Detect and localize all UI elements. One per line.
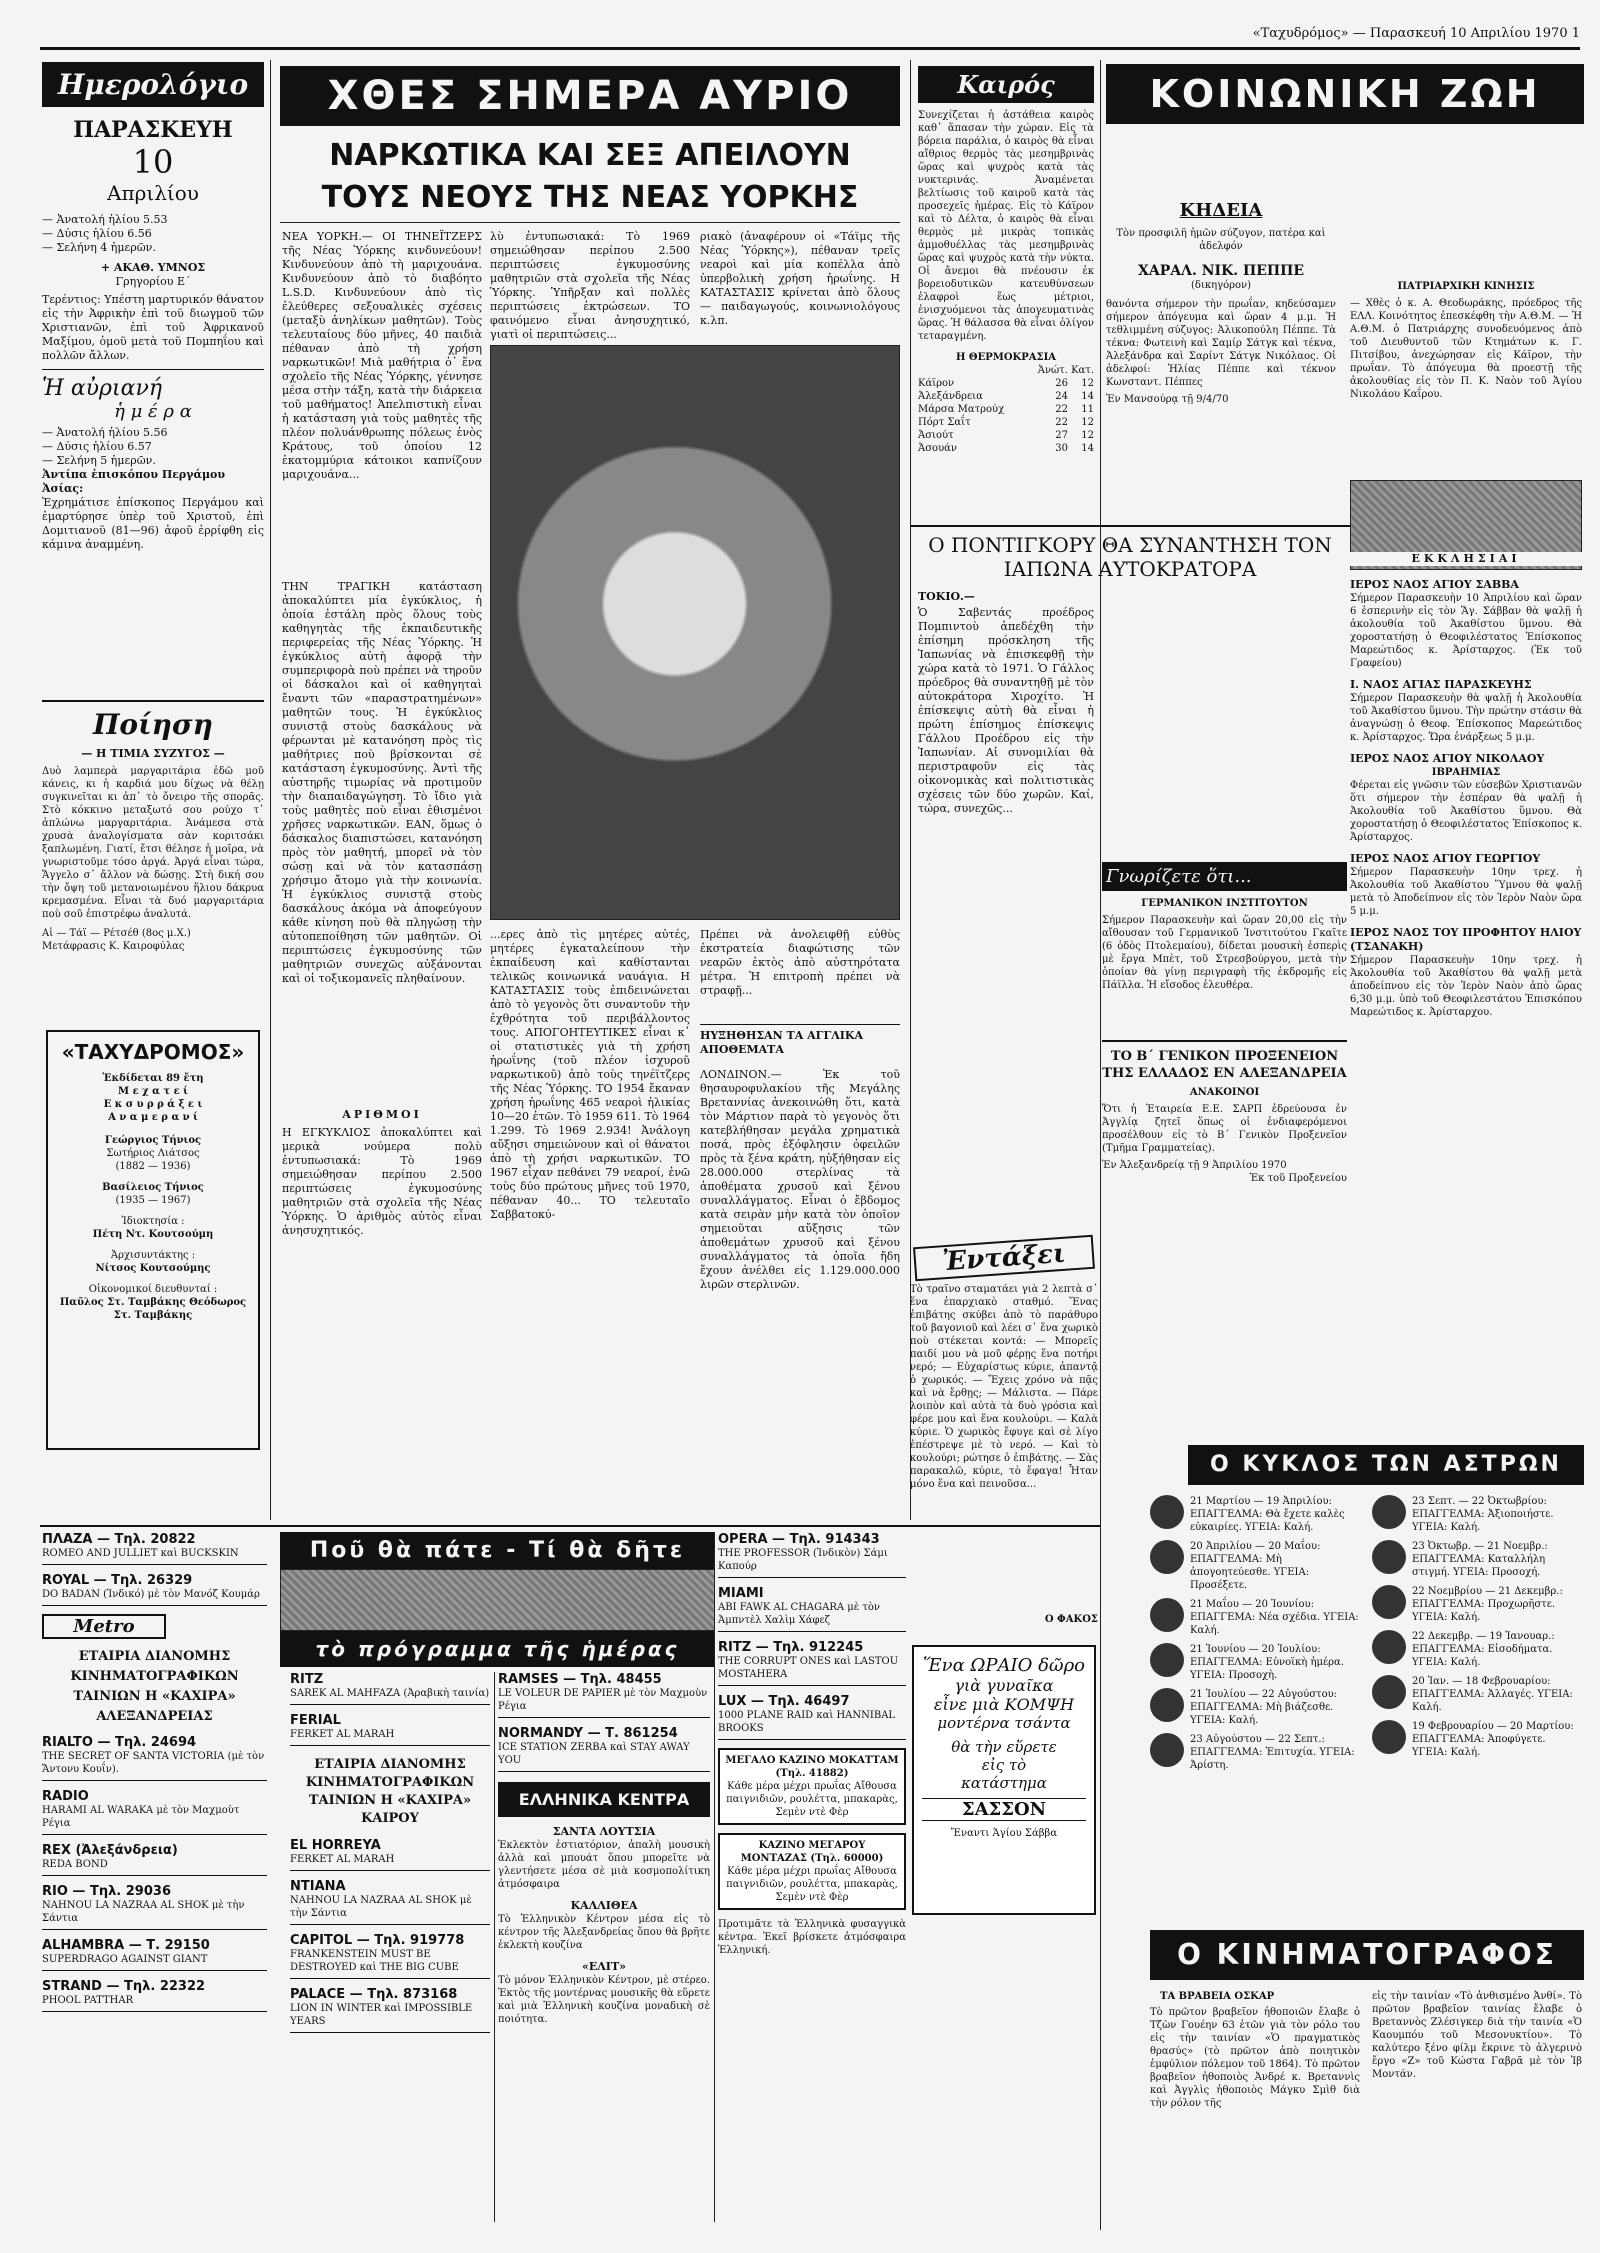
temp-row: [918, 429, 1094, 442]
zodiac-sign-icon: [1372, 1585, 1406, 1619]
kideia-text: θανόντα σήμερον τὴν πρωΐαν, κηδεύσαμεν σήμερον ἀπόγευμα καὶ ὥραν 4 μ.μ. Ἡ τεθλιμμένη σύζυγος: Ἀλικοπούλη Πέππε. Τὰ τέκνα: Φωτεινὴ καὶ Σαμίρ Σάτγκ καὶ τέκνα, Ἀλεξάνδρα καὶ Σαρίντ Σάτγκ Νικόλαος. Οἱ ἀδελφοί: Ἠλίας Πέππε καὶ τέκνον Κωνσταντ. Πέππες: [1106, 299, 1336, 388]
temp-high: 22: [1055, 417, 1068, 428]
cinema-listing: [498, 1672, 710, 1718]
kazino-2-title: ΚΑΖΙΝΟ ΜΕΓΑΡΟΥ ΜΟΝΤΑΖΑΣ (Τηλ. 60000): [740, 1840, 884, 1864]
entaxei-logo: Ἐντάξει: [913, 1235, 1095, 1281]
cinema-name: NTIANA: [290, 1879, 346, 1894]
day-number: 10: [132, 143, 174, 181]
cinema-banner: Ο ΚΙΝΗΜΑΤΟΓΡΑΦΟΣ: [1150, 1930, 1584, 1980]
owner-name: Πέτη Ντ. Κουτσούμη: [92, 1229, 214, 1240]
weather: [918, 66, 1094, 455]
cinema-film: ROMEO AND JULLIET καὶ BUCKSKIN: [42, 1548, 239, 1559]
cinema-listing: [290, 1672, 490, 1705]
stars-right: [1372, 1495, 1582, 1765]
programme-banner-1: Ποῦ θὰ πάτε - Τί θὰ δῆτε: [280, 1532, 715, 1569]
sasson-ad: [912, 1645, 1096, 1915]
zodiac-entry: [1372, 1540, 1582, 1579]
church2-title: Ι. ΝΑΟΣ ΑΓΙΑΣ ΠΑΡΑΣΚΕΥΗΣ: [1350, 678, 1532, 691]
zodiac-text: 23 Σεπτ. — 22 Ὀκτωβρίου: ΕΠΑΓΓΕΛΜΑ: Ἀξιοποιήστε. ΥΓΕΙΑ: Καλή.: [1412, 1496, 1554, 1533]
cinema-name: RITZ: [290, 1672, 324, 1687]
saint-text: Τερέντιος: Υπέστη μαρτυρικόν θάνατον εἰς τὴν Ἀφρικὴν ἐπὶ τοῦ διωγμοῦ τῶν Χριστιανῶν, ἐπὶ τοῦ Ἀφρικανοῦ Μαξίμου, ὁμοῦ μετὰ τοῦ Πομπηΐου καὶ πολλῶν ἄλλων.: [42, 293, 264, 362]
proxeneio-sign: Ἐκ τοῦ Προξενείου: [1249, 1173, 1347, 1184]
temp-row: [918, 442, 1094, 455]
cinema-film: LE VOLEUR DE PAPIER μὲ τὸν Μαχμοὺν Ρέγια: [498, 1688, 708, 1712]
sasson-line-8: ΣΑΣΣΟΝ: [922, 1798, 1086, 1821]
masthead-line-1: Ἐκδίδεται 89 ἔτη: [102, 1073, 204, 1084]
story-col-5: Πρέπει νὰ ἀνολειφθῇ εὐθὺς ἐκστρατεία διαφώτισης τῶν νεαρῶν ἐκτὸς ἀπὸ αὐστηρότατα μέτρα. Ἡ επιτροπὴ πρέπει νὰ στραφῇ...: [700, 928, 900, 997]
second-founder-years: (1935 — 1967): [115, 1195, 191, 1206]
running-head: «Ταχυδρόμος» — Παρασκευή 10 Απριλίου 1970 1: [40, 20, 1580, 50]
temp-low: 12: [1081, 417, 1094, 428]
cinema-film: SUPERDRAGO AGAINST GIANT: [42, 1954, 208, 1965]
zodiac-sign-icon: [1150, 1733, 1184, 1767]
stars-left: [1150, 1495, 1360, 1778]
zodiac-entry: [1150, 1540, 1360, 1592]
cinema-name: STRAND — Τηλ. 22322: [42, 1979, 206, 1994]
church4-text: Σήμερον Παρασκευὴν 10ην τρεχ. ἡ Ἀκολουθία τοῦ Ἀκαθίστου Ὕμνου θὰ ψαλῇ μετὰ τὸ Ἀποδείπνον εἰς τὸν Ἱερὸν Ναὸν ὥρα 5 μ.μ.: [1350, 867, 1582, 917]
temp-high: 27: [1055, 430, 1068, 441]
temp-high: 24: [1055, 391, 1068, 402]
imerologio-title: Ημερολόγιο: [42, 62, 264, 107]
masthead-title: «ΤΑΧΥΔΡΟΜΟΣ»: [61, 1040, 245, 1064]
poem-title: — Η ΤΙΜΙΑ ΣΥΖΥΓΟΣ —: [81, 747, 225, 760]
patriarchal: [1350, 280, 1582, 401]
programme-col-1: [290, 1672, 490, 2041]
cinema-listing: [42, 1843, 267, 1876]
temp-row: [918, 416, 1094, 429]
editor-name: Νίτσος Κουτσούμης: [95, 1263, 211, 1274]
month-name: Απριλίου: [107, 181, 199, 205]
temp-city: Ἀλεξάνδρεια: [918, 391, 983, 402]
cinema-listing: [718, 1640, 906, 1686]
gnorizete: [1102, 862, 1347, 992]
cinema-listing: [718, 1586, 906, 1632]
cinema-listing: [290, 1933, 490, 1979]
zodiac-sign-icon: [1150, 1598, 1184, 1632]
stars-banner: Ο ΚΥΚΛΟΣ ΤΩΝ ΑΣΤΡΩΝ: [1188, 1445, 1584, 1485]
church1-text: Σήμερον Παρασκευὴν 10 Ἀπριλίου καὶ ὥραν 6 ἑσπερινὴν εἰς τὸν Ἅγ. Σάββαν θὰ ψαλῇ ἡ ἀκολουθία τοῦ Ἀκαθίστου ὕμνου. Θὰ χοροστατήσῃ ὁ Θεοφιλέστατος Ἐπίσκοπος Μαρεώτιδος κ. Ἀρίσταρχος. (Ἐκ τοῦ Γραφείου): [1350, 593, 1582, 669]
zodiac-text: 21 Μαρτίου — 19 Ἀπριλίου: ΕΠΑΓΓΕΛΜΑ: Θὰ ἔχετε καλὲς εὐκαιρίες. ΥΓΕΙΑ: Καλή.: [1190, 1496, 1345, 1533]
cinema-name: CAPITOL — Τηλ. 919778: [290, 1933, 465, 1948]
masthead-line-2: Μ ε χ α τ ε ί: [118, 1086, 188, 1097]
day-name: ΠΑΡΑΣΚΕΥΗ: [73, 117, 233, 143]
cinema-name: OPERA — Τηλ. 914343: [718, 1532, 880, 1547]
pompidou-dateline: ΤΟΚΙΟ.—: [918, 590, 975, 603]
story-photo: [490, 345, 900, 920]
proxeneio-title: ΤΟ Β΄ ΓΕΝΙΚΟΝ ΠΡΟΞΕΝΕΙΟΝ ΤΗΣ ΕΛΛΑΔΟΣ ΕΝ ΑΛΕΞΑΝΔΡΕΙΑ: [1102, 1049, 1347, 1081]
zodiac-entry: [1150, 1688, 1360, 1727]
cinema-listing: [42, 1884, 267, 1930]
cinema-name: RIO — Τηλ. 29036: [42, 1884, 171, 1899]
centers-title: ΕΛΛΗΝΙΚΑ ΚΕΝΤΡΑ: [498, 1782, 710, 1817]
kazino-2: [718, 1833, 906, 1910]
temp-row: [918, 390, 1094, 403]
church2-text: Σήμερον Παρασκευὴν θὰ ψαλῇ ἡ Ἀκολουθία τοῦ Ἀκαθίστου ὕμνου. Τὴν πρώτην στάσιν θὰ ἀναγνώσῃ ὁ Θεοφ. Ἐπίσκοπος Μαρεώτιδος κ. Ἀρίσταρχος. Ὥρα ἐνάρξεως 5 μ.μ.: [1350, 693, 1582, 743]
zodiac-entry: [1372, 1675, 1582, 1714]
temp-low: 14: [1081, 391, 1094, 402]
cinema-listing: [290, 1879, 490, 1925]
cinema-listing: [42, 1979, 267, 2012]
zodiac-text: 22 Δεκεμβρ. — 19 Ἰανουαρ.: ΕΠΑΓΓΕΛΜΑ: Εἰσοδήματα. ΥΓΕΙΑ: Καλή.: [1412, 1631, 1555, 1668]
cinema-listing: [290, 1838, 490, 1871]
kideia-name: ΧΑΡΑΛ. ΝΙΚ. ΠΕΠΠΕ: [1138, 263, 1304, 279]
sasson-line-3: εἶνε μιὰ ΚΟΜΨΗ: [933, 1695, 1075, 1714]
prot-text: Προτιμᾶτε τὰ Ἑλληνικὰ φυσαγγικὰ κέντρα. Ἐκεῖ βρίσκετε ἀτμόσφαιρα Ἑλληνική.: [718, 1919, 906, 1956]
reserves-title: ΗΥΞΗΘΗΣΑΝ ΤΑ ΑΓΓΛΙΚΑ ΑΠΟΘΕΜΑΤΑ: [700, 1024, 900, 1057]
zodiac-text: 21 Ἰουνίου — 20 Ἰουλίου: ΕΠΑΓΓΕΛΜΑ: Εὐνοϊκὴ ἡμέρα. ΥΓΕΙΑ: Προσοχὴ.: [1190, 1644, 1344, 1681]
cinema-name: ROYAL — Τηλ. 26329: [42, 1573, 193, 1588]
cinema-name: LUX — Τηλ. 46497: [718, 1694, 850, 1709]
cinema-name: RAMSES — Τηλ. 48455: [498, 1672, 662, 1687]
temp-low: 11: [1081, 404, 1094, 415]
sasson-line-9: Ἔναντι Ἁγίου Σάββα: [950, 1828, 1058, 1839]
patr-title: ΠΑΤΡΙΑΡΧΙΚΗ ΚΙΝΗΣΙΣ: [1397, 281, 1535, 292]
cinema-listing: [42, 1735, 267, 1781]
cinema-name: MIAMI: [718, 1586, 764, 1601]
cinema-name: RADIO: [42, 1789, 89, 1804]
cinema-name: RITZ — Τηλ. 912245: [718, 1640, 864, 1655]
temp-city: Ἀσουάν: [918, 443, 957, 454]
kideia-title: ΚΗΔΕΙΑ: [1179, 200, 1263, 221]
zodiac-entry: [1372, 1720, 1582, 1759]
imerologio: [42, 62, 264, 552]
cinema-col-1: [42, 1532, 267, 2020]
headline-2: ΤΟΥΣ ΝΕΟΥΣ ΤΗΣ ΝΕΑΣ ΥΟΡΚΗΣ: [321, 180, 859, 215]
admin-label: Οἰκονομικοί διευθυνταί :: [88, 1284, 218, 1295]
zodiac-sign-icon: [1372, 1720, 1406, 1754]
kideia-role: (δικηγόρον): [1191, 280, 1251, 291]
zodiac-entry: [1150, 1495, 1360, 1534]
cinema-film: THE PROFESSOR (Ἰνδικὸν) Σάμι Καπούρ: [718, 1548, 888, 1572]
admin-names: Παῦλος Στ. Ταμβάκης Θεόδωρος Στ. Ταμβάκης: [59, 1297, 247, 1321]
cinema-listing: [42, 1532, 267, 1565]
cinema-name: FERIAL: [290, 1713, 341, 1728]
society-banner: ΚΟΙΝΩΝΙΚΗ ΖΩΗ: [1106, 64, 1584, 124]
churches: [1350, 578, 1582, 1019]
programme-illustration: [280, 1569, 715, 1631]
kallithea-text: Τὸ Ἑλληνικὸν Κέντρον μέσα εἰς τὸ κέντρον τῆς Ἀλεξανδρείας ὅπου θὰ βρῆτε ἐκλεκτὴ κουζίνα: [498, 1914, 710, 1951]
zodiac-sign-icon: [1372, 1675, 1406, 1709]
cinema-film: FERKET AL MARAH: [290, 1729, 395, 1740]
cinema-film: SAREK AL MAHFAZA (Ἀραβικὴ ταινία): [290, 1688, 490, 1699]
entaxei-text: Τὸ τραῖνο σταματάει γιὰ 2 λεπτὰ σ᾿ ἕνα ἐπαρχιακὸ σταθμό. Ἕνας ἐπιβάτης σκύβει ἀπὸ τὸ παράθυρο τοῦ βαγονιοῦ καὶ λέει σ᾿ ἕνα χωρικὸ ποὺ στέκεται κοντά: — Μπορεῖς παιδί μου νὰ μοῦ φέρῃς ἕνα ποτήρι νερό; — Εὐχαρίστως κύριε, ἀπαντᾷ ὁ χωρικός. — Ἔχεις χρόνο νὰ πᾷς καὶ νὰ ἔρθῃς; — Μάλιστα. — Πάρε λοιπὸν καὶ αὐτὰ τὰ δυὸ γρόσια καὶ φέρε μου καὶ ἕνα κουλούρι. — Καλὰ κύριε. Ὁ χωρικὸς ἔφυγε καὶ σὲ λίγο ἐπέστρεψε μὲ τὸ νερό. — Καὶ τὸ κουλούρι; ρώτησε ὁ ἐπιβάτης. — Σὰς παρακαλῶ, κύριε, τὸ ἔφαγα! Ἦταν μόνο ἕνα καὶ πεινοῦσα...: [910, 1284, 1098, 1490]
kallithea-title: ΚΑΛΛΙΘΕΑ: [570, 1899, 638, 1912]
temp-high: 30: [1055, 443, 1068, 454]
temp-header: Ἀνώτ. Κατ.: [1037, 365, 1094, 376]
zodiac-sign-icon: [1150, 1643, 1184, 1677]
entaxei-author: Ο ΦΑΚΟΣ: [1044, 1614, 1098, 1625]
cinema-listing: [42, 1789, 267, 1835]
zodiac-entry: [1372, 1585, 1582, 1624]
temp-high: 26: [1055, 378, 1068, 389]
tomorrow-title: Ἡ αὐριανή: [42, 376, 163, 401]
cinema-film: NAHNOU LA NAZRAA AL SHOK μὲ τὴν Σάντια: [290, 1895, 472, 1919]
temp-city: Κάϊρον: [918, 378, 955, 389]
zodiac-sign-icon: [1150, 1540, 1184, 1574]
tomorrow-rise: — Ἀνατολή ἡλίου 5.56: [42, 426, 168, 439]
temp-row: [918, 403, 1094, 416]
temp-table: [918, 377, 1094, 455]
proxeneio-place: Ἐν Ἀλεξανδρείᾳ τῇ 9 Ἀπριλίου 1970: [1102, 1160, 1287, 1171]
programme: [280, 1532, 715, 1667]
kazino-1: [718, 1748, 906, 1825]
weather-title: Καιρός: [918, 66, 1094, 103]
cinema-listing: [290, 1987, 490, 2033]
temp-city: Πόρτ Σαΐτ: [918, 417, 971, 428]
story-col-1: ΝΕΑ ΥΟΡΚΗ.— ΟΙ ΤΗΝΕΪΤΖΕΡΣ τῆς Νέας Ὑόρκης κινδυνεύουν! Κινδυνεύουν ἀπὸ τὴ μαριχουάνα. Κινδυνεύουν ἀπὸ τὸ διαβόητο L.S.D. Κινδυνεύουν ἀπὸ τὶς ἐλεύθερες σεξουαλικὲς σχέσεις (μεταξὺ ἀνηλίκων μαθητῶν). Τοὺς τελευταίους δύο μῆνες, 40 παιδιὰ πέθαναν ἀπὸ τὴ χρήση ναρκωτικῶν! Μιὰ μαθήτρια ὁ᾿ ἕνα σχολεῖο τῆς Νέας Ὑόρκης, γέννησε μέσα στὴν τάξη, κατὰ τὴν διάρκεια τοῦ μαθήματος! Ἀπελπιστικὴ εἶναι ἡ κατάσταση γιὰ τοὺς μαθητὲς τῆς πλέον πολυάνθρωπης πόλεως ἑνὸς Κράτους, τοῦ ὁποίου 12 ἑκατομμύρια κάτοικοι καπνίζουν μαριχουάνα...: [282, 230, 482, 481]
sasson-line-6: εἰς τὸ: [981, 1756, 1027, 1774]
distributor-1: ΕΤΑΙΡΙΑ ΔΙΑΝΟΜΗΣ ΚΙΝΗΜΑΤΟΓΡΑΦΙΚΩΝ ΤΑΙΝΙΩΝ Η «ΚΑΧΙΡΑ» ΑΛΕΞΑΝΔΡΕΙΑΣ: [70, 1649, 239, 1724]
oscar-left: Τὸ πρῶτον βραβεῖον ἠθοποιῶν ἔλαβε ὁ Τζὼν Γουέην 63 ἐτῶν γιὰ τὸν ρόλο του εἰς τὴν ταινίαν «Ὁ πραγματικὸς θρασύς» (τὸ πρῶτον ἀπὸ ποιητικὸν ἐμφύλιον πόλεμον τοῦ 1864). Τὸ πρῶτον βραβεῖον ἠθοποιὸς Ἀνδρέ κ. Βρεταννὶς καὶ Ἀγγλὶς ἠθοποιὸς Μάγκυ Σμὶθ διὰ τὴν ρόλον τῆς: [1150, 2007, 1360, 2109]
church4-title: ΙΕΡΟΣ ΝΑΟΣ ΑΓΙΟΥ ΓΕΩΡΓΙΟΥ: [1350, 852, 1541, 865]
weather-text: Συνεχίζεται ἡ ἀστάθεια καιρὸς καθ᾿ ἅπασαν τὴν χώραν. Εἰς τὰ βόρεια παράλια, ὁ καιρὸς θὰ εἶναι αἴθριος θερμὸς τὰς μεσημβρινὰς ὥρας καὶ ψυχρὸς κατὰ τὰς νυκτερινάς. Ἀναμένεται βελτίωσις τοῦ καιροῦ κατὰ τὰς προσεχεῖς ἡμέρας. Εἰς τὸ Κάϊρον καὶ τὸ Δέλτα, ὁ καιρὸς θὰ εἶναι θερμὸς μὲ μικρὰς τοπικὰς ἀμμοθυέλλας τὰς μεσημβρινὰς ὥρας καὶ ψυχρὸς κατὰ τὴν νύκτα. Οἱ ἄνεμοι θὰ πνέουσιν ἐκ βορειοδυτικῶν κατευθύνσεων ἐλαφροὶ ἕως μέτριοι, ἐνισχυόμενοι τὰς ἀπογευματινὰς ὥρας. Ἡ θάλασσα θὰ εἶναι ὀλίγον τεταραγμένη.: [918, 110, 1094, 342]
tomorrow-sub: ἡ μ έ ρ α: [114, 401, 192, 422]
zodiac-text: 20 Ἀπριλίου — 20 Μαΐου: ΕΠΑΓΓΕΛΜΑ: Μὴ ἀπογοητεύεσθε. ΥΓΕΙΑ: Προσέξετε.: [1190, 1541, 1321, 1591]
elit-title: «ΕΛΙΤ»: [582, 1960, 626, 1973]
masthead-line-3: Ε κ σ υ ρ ρ ά ξ ε ι: [103, 1099, 203, 1110]
zodiac-text: 19 Φεβρουαρίου — 20 Μαρτίου: ΕΠΑΓΓΕΛΜΑ: Ἀποφύγετε. ΥΓΕΙΑ: Καλή.: [1412, 1721, 1574, 1758]
sasson-line-5: θὰ τὴν εὕρετε: [951, 1738, 1057, 1756]
feast-name: + ΑΚΑΘ. ΥΜΝΟΣ: [100, 261, 206, 274]
temp-row: [918, 377, 1094, 390]
distributor-2: ΕΤΑΙΡΙΑ ΔΙΑΝΟΜΗΣ ΚΙΝΗΜΑΤΟΓΡΑΦΙΚΩΝ ΤΑΙΝΙΩΝ Η «ΚΑΧΙΡΑ» ΚΑΙΡΟΥ: [305, 1757, 475, 1826]
cinema-listing: [718, 1694, 906, 1740]
poetry-title: Ποίηση: [92, 708, 214, 741]
masthead-line-4: Α ν α μ ε ρ α ν ί: [108, 1112, 198, 1123]
cinema-name: ΠΛΑΖΑ — Τηλ. 20822: [42, 1532, 196, 1547]
zodiac-entry: [1372, 1630, 1582, 1669]
zodiac-sign-icon: [1150, 1688, 1184, 1722]
church3-sub: ΙΒΡΑΗΜΙΑΣ: [1431, 767, 1501, 778]
kazino-1-title: ΜΕΓΑΛΟ ΚΑΖΙΝΟ ΜΟΚΑΤΤΑΜ (Τηλ. 41882): [725, 1755, 899, 1779]
temp-low: 14: [1081, 443, 1094, 454]
gnorizete-header: ΓΕΡΜΑΝΙΚΟΝ ΙΝΣΤΙΤΟΥΤΟΝ: [1141, 898, 1308, 909]
sun-set: — Δύσις ἡλίου 6.56: [42, 227, 152, 240]
cinema-listing: [498, 1726, 710, 1772]
tomorrow-moon: — Σελήνη 5 ἡμερῶν.: [42, 454, 156, 467]
entaxei: [910, 1235, 1098, 1626]
cinema-film: HARAMI AL WARAKA μὲ τὸν Μαχμοὺτ Ρέγια: [42, 1805, 240, 1829]
moon-phase: — Σελήνη 4 ἡμερῶν.: [42, 241, 156, 254]
founder-years: (1882 — 1936): [115, 1161, 191, 1172]
cinema-film: THE CORRUPT ONES καὶ LASTOU MOSTAHERA: [718, 1656, 899, 1680]
zodiac-text: 22 Νοεμβρίου — 21 Δεκεμβρ.: ΕΠΑΓΓΕΛΜΑ: Προχωρῆστε. ΥΓΕΙΑ: Καλή.: [1412, 1586, 1563, 1623]
cinema-film: DO BADAN (Ἰνδικό) μὲ τὸν Μανόζ Κουμάρ: [42, 1589, 260, 1600]
zodiac-text: 21 Μαΐου — 20 Ἰουνίου: ΕΠΑΓΓΕΜΑ: Νέα σχέδια. ΥΓΕΙΑ: Καλή.: [1190, 1599, 1359, 1636]
cinema-listing: [718, 1532, 906, 1578]
main-banner: ΧΘΕΣ ΣΗΜΕΡΑ ΑΥΡΙΟ: [280, 66, 900, 126]
gnorizete-title: Γνωρίζετε ὅτι...: [1102, 862, 1347, 891]
oscar-right: εἰς τὴν ταινίαν «Τὸ ἀνθισμένο Ἀνθί». Τὸ πρῶτον βραβεῖον ταινίας ἔλαβε ὁ Βρεταννὸς Ζλέσιγκερ διὰ τὴν ταινία «Ὁ Καουμπόυ τοῦ Μεσονυκτίου». Τὸ καλύτερο ξένο φίλμ ἔκρινε τὸ ἀλγερινὸ ἔργο «Ζ» τοῦ Κώστα Γαβρᾶ μὲ τὸν Ἰβ Μοντάν.: [1372, 1991, 1582, 2080]
cinema-film: ABI FAWK AL CHAGARA μὲ τὸν Ἀμπντὲλ Χαλὶμ Χάφεζ: [718, 1602, 880, 1626]
temp-low: 12: [1081, 430, 1094, 441]
reserves-text: ΛΟΝΔΙΝΟΝ.— Ἐκ τοῦ θησαυροφυλακίου τῆς Μεγάλης Βρεταννίας ἀνεκοινώθη ὅτι, κατὰ τὸν Μάρτιον παρὰ τὸ γεγονὸς ὅτι κατεβλήθησαν μεγάλα χρηματικὰ ποσά, πρὸς ἐξόφλησιν ὀφειλῶν πρὸς τὰ ξένα κράτη, ηὐξήθησαν εἰς 28.000.000 στερλίνας τὰ ἀποθέματα χρυσοῦ καὶ ξένου συναλλάγματος. Εἶναι ὁ ἔβδομος κατὰ σειρὰν μὴν κατὰ τὸν ὁποῖον σημειοῦται αὔξησις τῶν ἀποθεμάτων χρυσοῦ καὶ ξένου συναλλάγματος τὰ ὁποῖα ἤδη ἔχουν ἀνέλθει εἰς 1.129.000.000 λιρῶν στερλινῶν.: [700, 1068, 900, 1291]
santa-text: Ἐκλεκτὸν ἑστιατόριον, ἁπαλὴ μουσικὴ ἀλλὰ καὶ μπουάτ ὅπου μπορεῖτε νὰ γλεντήσετε μέσα σὲ μιὰ κοσμοπολίτικη ἀτμόσφαιρα: [498, 1840, 710, 1890]
zodiac-entry: [1150, 1598, 1360, 1637]
church3-title: ΙΕΡΟΣ ΝΑΟΣ ΑΓΙΟΥ ΝΙΚΟΛΑΟΥ: [1350, 752, 1545, 765]
zodiac-sign-icon: [1372, 1495, 1406, 1529]
zodiac-sign-icon: [1372, 1540, 1406, 1574]
patr-text: — Χθὲς ὁ κ. Α. Θεοδωράκης, πρόεδρος τῆς ΕΛΛ. Κοινότητος ἐπεσκέφθη τὴν Α.Θ.Μ. — Ἡ Α.Θ.Μ. ὁ Πατριάρχης συνοδευόμενος ἀπὸ τοῦ Διευθυντοῦ τῶν Κτημάτων κ. Γ. Πιτσίβου, ἀνεχώρησαν εἰς Κάϊρον, τὴν πρωΐαν. Τὸ ἀπόγευμα θὰ προεστῇ τῆς ἀκολουθίας εἰς τὸν Π. Κ. Ναὸν τοῦ Ἁγίου Νικολάου Καΐρου.: [1350, 298, 1582, 400]
cinema-listing: [290, 1713, 490, 1746]
zodiac-entry: [1150, 1733, 1360, 1772]
cinema-name: RIALTO — Τηλ. 24694: [42, 1735, 197, 1750]
masthead: [46, 1030, 260, 1450]
pompidou-story: [910, 525, 1350, 587]
cinema-name: PALACE — Τηλ. 873168: [290, 1987, 458, 2002]
temp-low: 12: [1081, 378, 1094, 389]
founder-name: Γεώργιος Τήνιος: [104, 1135, 202, 1146]
poetry: [42, 700, 264, 953]
cinema-film: LION IN WINTER καὶ IMPOSSIBLE YEARS: [290, 2003, 473, 2027]
tone-name: Γρηγορίου Ε΄: [115, 275, 191, 288]
story-col-3: ριακὸ (ἀναφέρουν οἱ «Τάϊμς τῆς Νέας Ὑόρκης»), πέθαναν τρεῖς νεαροὶ καὶ μία κοπέλλα ἀπὸ ὑπερβολικὴ χρήση ἡρωΐνης. Η ΚΑΤΑΣΤΑΣΙΣ κρίνεται ἀπὸ ὅλους — παιδαγωγούς, κοινωνιολόγους κ.λπ.: [700, 230, 900, 327]
cinema-name: NORMANDY — Τ. 861254: [498, 1726, 678, 1741]
temp-city: Ἀσιούτ: [918, 430, 954, 441]
oscar-title: ΤΑ ΒΡΑΒΕΙΑ ΟΣΚΑΡ: [1160, 1991, 1275, 2002]
sun-rise: — Ἀνατολή ἡλίου 5.53: [42, 213, 168, 226]
gnorizete-text: Σήμερον Παρασκευὴν καὶ ὥραν 20,00 εἰς τὴν αἴθουσαν τοῦ Γερμανικοῦ Ἰνστιτούτου Γκαῖτε (6 ὁδὸς Πτολεμαίου), δίδεται μουσικὴ ἑσπερὶς μὲ ἔργα Μπὲτ, τοῦ Στρεσβούργου, μετὰ τὴν ὁποίαν θὰ γίνῃ περιγραφὴ τῆς ἐκδρομῆς εἰς Πάϊλλα. Ἡ εἴσοδος ἐλευθέρα.: [1102, 915, 1347, 991]
poem-author: Αἱ — Τάϊ — Ρέτσέθ (8ος μ.Χ.): [42, 928, 191, 939]
pompidou-headline: Ο ΠΟΝΤΙΓΚΟΡΥ ΘΑ ΣΥΝΑΝΤΗΣΗ ΤΟΝ ΙΑΠΩΝΑ ΑΥΤΟΚΡΑΤΟΡΑ: [928, 533, 1332, 581]
kideia-intro: Τὸν προσφιλῆ ἡμῶν σύζυγον, πατέρα καὶ ἀδελφόν: [1116, 228, 1326, 252]
temp-city: Μάρσα Ματρούχ: [918, 404, 1005, 415]
editor-label: Ἀρχισυντάκτης :: [110, 1250, 196, 1261]
cinema-film: PHOOL PATTHAR: [42, 1995, 134, 2006]
cinema-name: EL HORREYA: [290, 1838, 381, 1853]
proxeneio-text: Ὅτι ἡ Ἑταιρεία Ε.Ε. ΣΑΡΠ ἐδρεύουσα ἐν Ἀγγλίᾳ ζητεῖ ὅπως οἱ ἐνδιαφερόμενοι προσέλθουν εἰς τὸ Β΄ Γενικὸν Προξενεῖον (Τμῆμα Γραμματείας).: [1102, 1104, 1347, 1154]
kazino-1-text: Κάθε μέρα μέχρι πρωΐας Αἴθουσα παιγνιδιῶν, ρουλέττα, μπακαρὰς, Σεμὲν ντὲ Φὲρ: [726, 1781, 898, 1818]
cinema-listing: [42, 1573, 267, 1606]
tomorrow-saint: Ἀντίπα ἐπισκόπου Περγάμου Ἀσίας:: [42, 468, 225, 495]
arithmoi-title: ΑΡΙΘΜΟΙ: [342, 1108, 422, 1121]
sasson-line-7: κατάστημα: [961, 1774, 1047, 1792]
temp-high: 22: [1055, 404, 1068, 415]
cinema-name: REX (Ἀλεξάνδρεια): [42, 1843, 178, 1858]
kazino-2-text: Κάθε μέρα μέχρι πρωΐας Αἴθουσα παιγνιδιῶν, ρουλέττα, μπακαρὰς, Σεμὲν ντὲ Φὲρ: [726, 1866, 898, 1903]
kideia: [1106, 136, 1336, 406]
church5-text: Σήμερον Παρασκευὴν 10ην τρεχ. ἡ Ἀκολουθία τοῦ Ἀκαθίστου θὰ ψαλῇ μετὰ ἀποδείπνου εἰς τὸν Ἱερὸν Ναὸν ἀπὸ ὥρας 6,30 μ.μ. ὑπὸ τοῦ Θεοφιλεστάτου Ἐπισκόπου Μαρεώτιδος κ. Ἀρίσταρχου.: [1350, 955, 1582, 1018]
zodiac-text: 21 Ἰουλίου — 22 Αὐγούστου: ΕΠΑΓΓΕΛΜΑ: Μὴ βιάζεσθε. ΥΓΕΙΑ: Καλή.: [1190, 1689, 1338, 1726]
proxeneio: [1102, 1040, 1347, 1185]
story-col-4: ...ερες ἀπὸ τὶς μητέρες αὐτές, μητέρες ἐγκαταλείπουν τὴν ἐκπαίδευση καὶ καθίστανται τελικῶς κοινωνικά ναυάγια. Η ΚΑΤΑΣΤΑΣΙΣ τοὺς ἐπιδεινώνεται ἀπὸ τὸ γεγονὸς ὅτι συναντοῦν τὴν ἐχθρότητα τοῦ περιβάλλοντος τους. ΑΠΟΓΟΗΤΕΥΤΙΚΕΣ εἶναι κ᾿ οἱ στατιστικὲς γιὰ τὴ χρήση ἡρωΐνης (τοῦ πλέον ἰσχυροῦ ναρκωτικοῦ) ἀπὸ τοὺς τηνέϊτζερς τῆς Νέας Ὑόρκης. ΤΟ 1954 ἔκαναν χρήση ἡρωΐνης 465 νεαροὶ ἡλικίας 10—20 ἐτῶν. Τὸ 1959 611. Τὸ 1964 1.299. Τὸ 1969 2.934! Ἀνάλογη αὔξησι σημειώνουν καὶ οἱ θάνατοι ἀπὸ τὴ χρήσι ναρκωτικῶν. ΤΟ 1967 εἶχαν πεθάνει 79 νεαροί, ἐνῶ τοὺς δύο πρώτους μῆνες τοῦ 1970, πέθαναν 40... ΤΟ τελευταῖο Σαββατοκύ-: [490, 928, 690, 1221]
sasson-line-1: Ἕνα ΩΡΑΙΟ δῶρο: [923, 1655, 1085, 1676]
proxeneio-sub: ΑΝΑΚΟΙΝΟΙ: [1189, 1087, 1260, 1098]
santa-title: ΣΑΝΤΑ ΛΟΥΤΣΙΑ: [552, 1825, 656, 1838]
metro-logo: Metro: [42, 1614, 166, 1639]
cinema-film: NAHNOU LA NAZRAA AL SHOK μὲ τὴν Σάντια: [42, 1900, 245, 1924]
church3-text: Φέρεται εἰς γνῶσιν τῶν εὐσεβῶν Χριστιανῶν ὅτι σήμερον τὴν ἑσπέραν θὰ ψαλῇ ἡ Ἀκολουθία τοῦ Ἀκαθίστου ὕμνου. Θὰ χοροστατήσῃ ὁ Θεοφιλέστατος Ἐπίσκοπος κ. Ἀρίσταρχος.: [1350, 780, 1582, 843]
story-col-2: λὺ ἐντυπωσιακά: Τὸ 1969 σημειώθησαν περίπου 2.500 περιπτώσεις ἐγκυμοσύνης μαθητριῶν στὰ σχολεῖα τῆς Νέας Ὑόρκης. Ὑπῆρξαν καὶ πολλὲς περιπτώσεις ἐκτρώσεων. ΤΟ φαινόμενο εἶναι ἀνησυχητικό, γιατὶ οἱ περιπτώσεις...: [490, 230, 690, 341]
cinema-film: THE SECRET OF SANTA VICTORIA (μὲ τὸν Ἄντονυ Κουΐν).: [42, 1751, 265, 1775]
sasson-line-4: μοντέρνα τσάντα: [937, 1714, 1071, 1732]
church-banner: ΕΚΚΛΗΣΙΑΙ: [1350, 552, 1582, 566]
founder-sub: Σωτήριος Λιάτσος: [106, 1148, 200, 1159]
zodiac-entry: [1372, 1495, 1582, 1534]
kideia-place: Ἐν Μανσούρᾳ τῇ 9/4/70: [1106, 394, 1229, 405]
church1-title: ΙΕΡΟΣ ΝΑΟΣ ΑΓΙΟΥ ΣΑΒΒΑ: [1350, 578, 1519, 591]
elit-text: Τὸ μόνον Ἑλληνικὸν Κέντρον, μὲ στέρεο. Ἐκτὸς τῆς μοντέρνας μουσικῆς θὰ εὕρετε καὶ μιὰ Ἑλληνικὴ κουζίνα μοναδικὴ σὲ ποιότητα.: [498, 1975, 710, 2025]
sasson-line-2: γιὰ γυναῖκα: [954, 1676, 1054, 1695]
programme-col-2: [498, 1672, 710, 2026]
cinema-film: REDA BOND: [42, 1859, 108, 1870]
zodiac-text: 23 Αὐγούστου — 22 Σεπτ.: ΕΠΑΓΓΕΛΜΑ: Ἐπιτυχία. ΥΓΕΙΑ: Ἀρίστη.: [1190, 1734, 1355, 1771]
programme-banner-2: τὸ πρόγραμμα τῆς ἡμέρας: [280, 1631, 715, 1667]
tomorrow-text: Ἐχρημάτισε ἐπίσκοπος Περγάμου καὶ ἐμαρτύρησε ὑπὲρ τοῦ Χριστοῦ, ἐπὶ Δομιτιανοῦ (81—96) ἀφοῦ ἐρρίφθη εἰς κάμινα ἀναμμένη.: [42, 496, 264, 551]
cinema-listing: [42, 1938, 267, 1971]
poem-translator: Μετάφρασις Κ. Καιροφύλας: [42, 941, 185, 952]
second-founder: Βασίλειος Τήνιος: [102, 1182, 204, 1193]
zodiac-text: 20 Ἰαν. — 18 Φεβρουαρίου: ΕΠΑΓΓΕΛΜΑ: Ἀλλαγές. ΥΓΕΙΑ: Καλή.: [1412, 1676, 1573, 1713]
cinema-film: FRANKENSTEIN MUST BE DESTROYED καὶ THE BIG CUBE: [290, 1949, 459, 1973]
pompidou-text: Ὁ Σαβεντάς προέδρος Πομπιντοὺ ἀπεδέχθη τὴν ἐπίσημη πρόσκληση τῆς Ἰαπωνίας νὰ ἐπισκεφθῇ τὴν χώρα κατὰ τὸ 1971. Ὁ Γάλλος πρόεδρος θὰ συναντηθῇ μὲ τὸν αὐτοκράτορα Χιροχίτο. Ἡ ἐπίσκεψις αὐτὴ θὰ εἶναι ἡ πρώτη ἐπίσημος ἐπίσκεψις Γάλλου Προέδρου εἰς τὴν Ἰαπωνίαν. Αἱ συνομιλίαι θὰ περιστραφοῦν εἰς τὰς οἰκονομικὰς καὶ πολιτιστικὰς σχέσεις τῶν δύο χωρῶν. Καί, τώρα, συνεχῶς...: [918, 606, 1094, 815]
arithmoi-text: Η ΕΓΚΥΚΛΙΟΣ ἀποκαλύπτει καὶ μερικὰ νούμερα πολὺ ἐντυπωσιακά: Τὸ 1969 σημειώθησαν περίπου 2.500 περιπτώσεις ἐγκυμοσύνης μαθητριῶν στὰ σχολεῖα τῆς Νέας Ὑόρκης. Ὁ ἀριθμὸς αὐτὸς εἶναι ἀνησυχητικός.: [282, 1126, 482, 1237]
cinema-film: 1000 PLANE RAID καὶ HANNIBAL BROOKS: [718, 1710, 896, 1734]
owner-label: Ἰδιοκτησία :: [121, 1216, 185, 1227]
cinema-name: ALHAMBRA — Τ. 29150: [42, 1938, 210, 1953]
zodiac-text: 23 Ὀκτωβρ. — 21 Νοεμβρ.: ΕΠΑΓΓΕΛΜΑ: Καταλλήλη στιγμή. ΥΓΕΙΑ: Προσοχή.: [1412, 1541, 1548, 1578]
cinema-film: ICE STATION ZERBA καὶ STAY AWAY YOU: [498, 1742, 690, 1766]
temp-title: Η ΘΕΡΜΟΚΡΑΣΙΑ: [955, 352, 1057, 363]
zodiac-entry: [1150, 1643, 1360, 1682]
cinema-col-3: [718, 1532, 906, 1957]
church5-title: ΙΕΡΟΣ ΝΑΟΣ ΤΟΥ ΠΡΟΦΗΤΟΥ ΗΛΙΟΥ (ΤΣΑΝΑΚΗ): [1350, 926, 1582, 953]
zodiac-sign-icon: [1150, 1495, 1184, 1529]
story-col-1b: ΤΗΝ ΤΡΑΓΙΚΗ κατάσταση ἀποκαλύπτει μία ἐγκύκλιος, ἡ ὁποία ἐστάλη πρὸς ὅλους τοὺς καθηγητὰς τῆς ἐκπαιδευτικῆς περιφερείας τῆς Νέας Ὑόρκης. Ἡ ἐγκύκλιος αὐτὴ ἀφορᾷ τὴν συμπεριφορὰ ποὺ πρέπει νὰ τηροῦν οἱ δάσκαλοι καὶ οἱ καθηγηταὶ ἔναντι τῶν «παραστρατημένων» μαθητῶν τους. Ἡ ἐγκύκλιος συνιστᾷ στοὺς δασκάλους νὰ φέρωνται μὲ κατανόηση πρὸς τὶς μαθήτριες ποὺ βρίσκονται σὲ κατάσταση ἐγκυμοσύνης. Ἀντὶ τῆς αὐστηρῆς τιμωρίας νὰ προτιμοῦν τὴν διαπαιδαγώγηση. Τὸ ἴδιο γιὰ τοὺς μαθητὲς ποὺ εἶναι ἐθισμένοι χρῆσες ναρκωτικῶν. ΕΑΝ, ὅμως ὁ δάσκαλος διαπιστώσει, κατανόηση πρὸς τὸν μαθητή, μπορεῖ νὰ τὸν σώσῃ καὶ νὰ τὸν κατασπάσῃ χρήσιμο ἄτομο γιὰ τὴν κοινωνία. Ἡ ἐγκύκλιος συνιστᾷ στοὺς δασκάλους ἀκόμα νὰ ἀποφεύγουν κάθε κίνηση ποὺ θὰ πληγώσῃ τὴν αὐτοπεποίθηση τῶν μαθητῶν. Οἱ περιπτώσεις ἐγκυμοσύνης τῶν μαθητριῶν συνεχῶς αὐξάνονται καὶ οἱ τοξικομανεῖς πληθαίνουν.: [282, 580, 482, 985]
poem-text: Δυὸ λαμπερὰ μαργαριτάρια ἐδῶ μοῦ κάνεις, κι ἡ καρδιά μου δίχως νὰ θέλῃ συγκινεῖται κι ἀπ᾿ τὸ ὄνειρο τῆς σπορᾶς. Στὸ κόκκινο μεταξωτό σου ρούχο τ᾿ ἀπλώνω μαργαριτάρια. Ἀνάμεσα στὰ χρυσὰ ἀναλογίσματα σὰν κοριτσάκι ξαπλωμένη. Γιατί, ἔτσι θέλησε ἡ μοῖρα, νὰ γνωριστοῦμε τόσο ἀργά. Ἀργά εἶναι τώρα, Ἄγγελο σ᾿ ἄλλον νὰ δώσῃς. Στὴ δική σου τὴν ὄψη τοῦ μετανοιωμένου ἥλιου δάκρυα κρεμασμένα. Εἶναι τὰ δυό μαργαριτάρια ποὺ σοῦ ἐπιστρέφω ἀναλυτά.: [42, 766, 264, 920]
zodiac-sign-icon: [1372, 1630, 1406, 1664]
cinema-film: FERKET AL MARAH: [290, 1854, 395, 1865]
tomorrow-set: — Δύσις ἡλίου 6.57: [42, 440, 152, 453]
headline-1: ΝΑΡΚΩΤΙΚΑ ΚΑΙ ΣΕΞ ΑΠΕΙΛΟΥΝ: [329, 138, 851, 173]
